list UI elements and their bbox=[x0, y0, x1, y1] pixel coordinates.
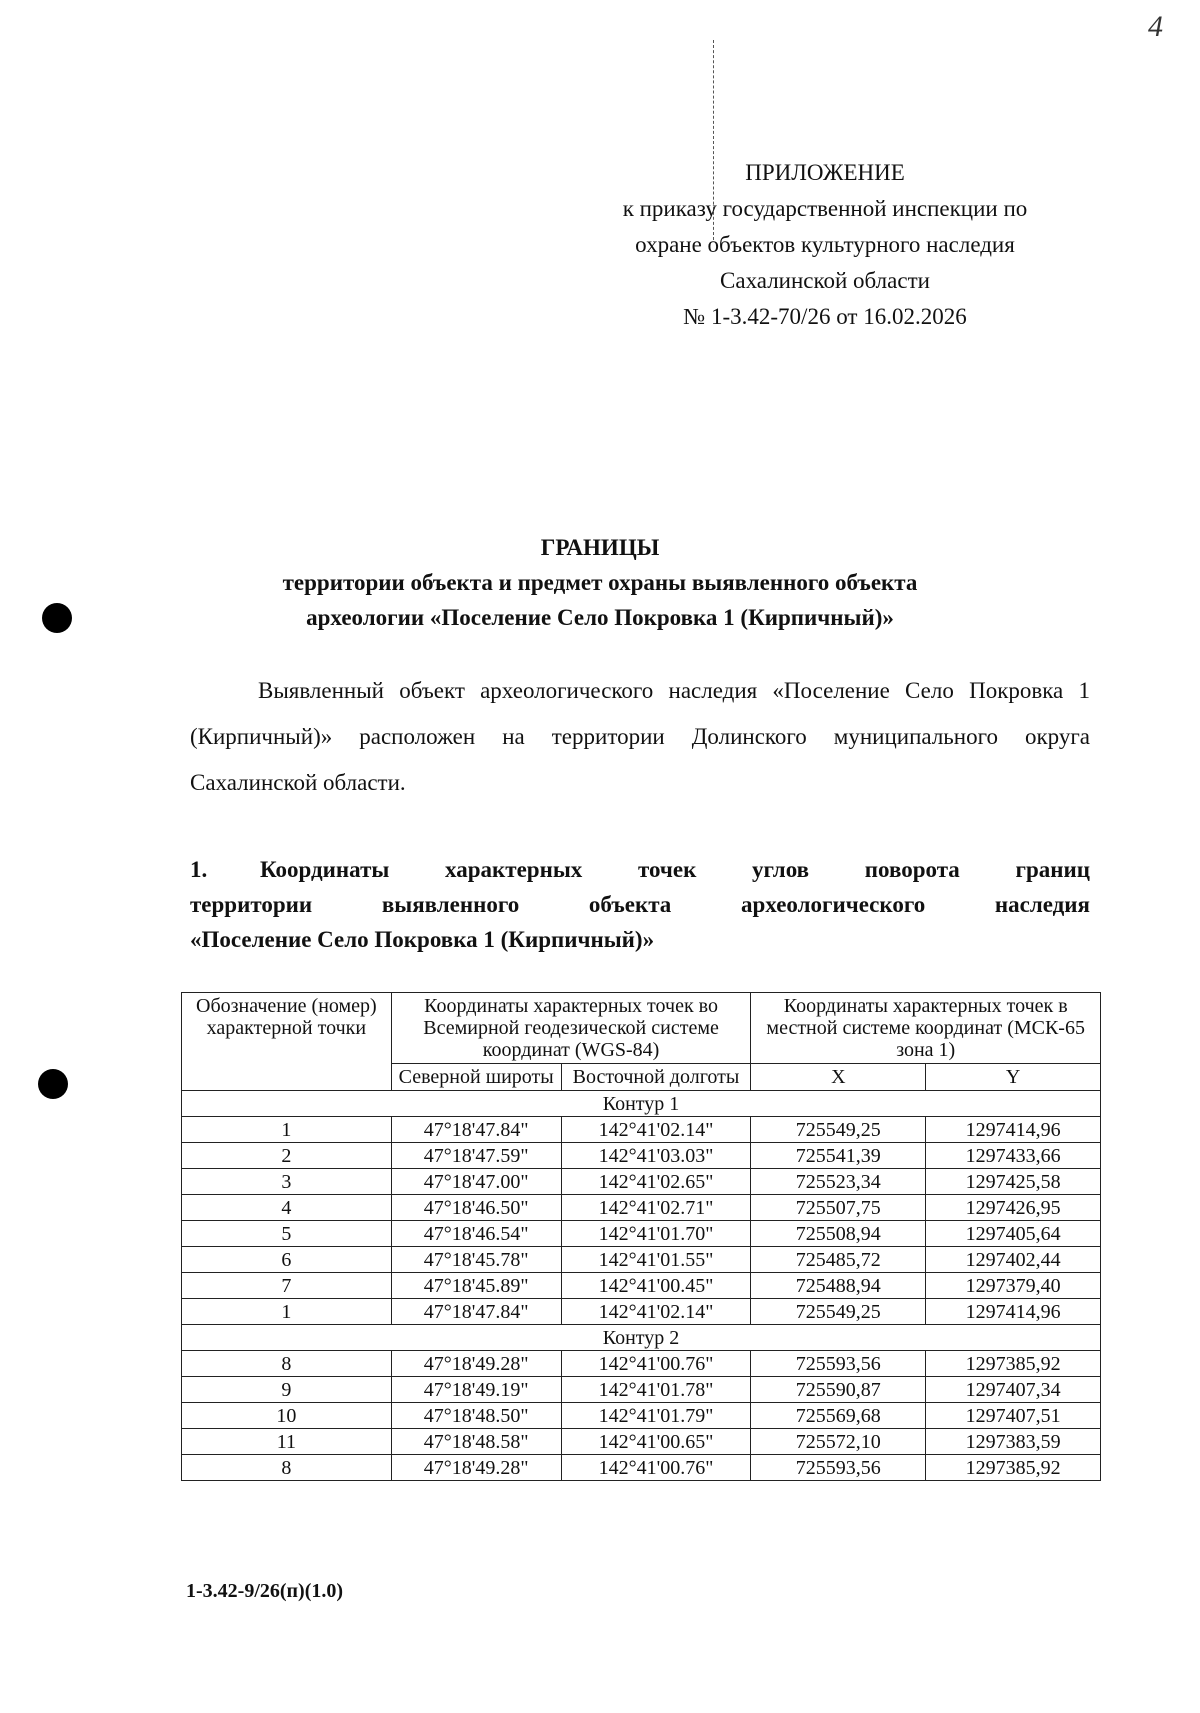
x-cell: 725508,94 bbox=[751, 1221, 926, 1247]
point-number-cell: 4 bbox=[182, 1195, 392, 1221]
table-row bbox=[182, 1455, 1101, 1481]
longitude-cell: 142°41'01.70" bbox=[561, 1221, 751, 1247]
point-number-cell: 8 bbox=[182, 1455, 392, 1481]
longitude-cell: 142°41'00.76" bbox=[561, 1455, 751, 1481]
header-point-number: Обозначение (номер) характерной точки bbox=[182, 993, 392, 1091]
header-y: Y bbox=[926, 1064, 1101, 1091]
section-line-3: «Поселение Село Покровка 1 (Кирпичный)» bbox=[190, 927, 655, 952]
page-number: 4 bbox=[1148, 10, 1163, 43]
table-row bbox=[182, 1403, 1101, 1429]
latitude-cell: 47°18'45.78" bbox=[391, 1247, 561, 1273]
section-line-2: территории выявленного объекта археологического наследия bbox=[190, 892, 1090, 917]
table-row bbox=[182, 1169, 1101, 1195]
latitude-cell: 47°18'49.19" bbox=[391, 1377, 561, 1403]
y-cell: 1297407,34 bbox=[926, 1377, 1101, 1403]
appendix-line-2: к приказу государственной инспекции по bbox=[622, 196, 1028, 221]
header-wgs84: Координаты характерных точек во Всемирной геодезической системе координат (WGS-84) bbox=[391, 993, 751, 1064]
latitude-cell: 47°18'46.54" bbox=[391, 1221, 561, 1247]
latitude-cell: 47°18'48.58" bbox=[391, 1429, 561, 1455]
y-cell: 1297425,58 bbox=[926, 1169, 1101, 1195]
latitude-cell: 47°18'47.84" bbox=[391, 1299, 561, 1325]
longitude-cell: 142°41'03.03" bbox=[561, 1143, 751, 1169]
table-row bbox=[182, 1377, 1101, 1403]
appendix-line-4: Сахалинской области bbox=[720, 268, 930, 293]
longitude-cell: 142°41'02.14" bbox=[561, 1117, 751, 1143]
longitude-cell: 142°41'00.45" bbox=[561, 1273, 751, 1299]
x-cell: 725488,94 bbox=[751, 1273, 926, 1299]
y-cell: 1297402,44 bbox=[926, 1247, 1101, 1273]
title-main: ГРАНИЦЫ bbox=[540, 535, 660, 560]
longitude-cell: 142°41'01.78" bbox=[561, 1377, 751, 1403]
table-row bbox=[182, 1273, 1101, 1299]
point-number-cell: 1 bbox=[182, 1117, 392, 1143]
latitude-cell: 47°18'45.89" bbox=[391, 1273, 561, 1299]
title-line-3: археологии «Поселение Село Покровка 1 (Кирпичный)» bbox=[306, 605, 894, 630]
table-row bbox=[182, 1299, 1101, 1325]
latitude-cell: 47°18'47.00" bbox=[391, 1169, 561, 1195]
y-cell: 1297385,92 bbox=[926, 1351, 1101, 1377]
document-title bbox=[150, 530, 1050, 635]
y-cell: 1297426,95 bbox=[926, 1195, 1101, 1221]
header-x: X bbox=[751, 1064, 926, 1091]
latitude-cell: 47°18'49.28" bbox=[391, 1455, 561, 1481]
y-cell: 1297379,40 bbox=[926, 1273, 1101, 1299]
y-cell: 1297414,96 bbox=[926, 1299, 1101, 1325]
y-cell: 1297405,64 bbox=[926, 1221, 1101, 1247]
x-cell: 725569,68 bbox=[751, 1403, 926, 1429]
appendix-line-3: охране объектов культурного наследия bbox=[635, 232, 1015, 257]
latitude-cell: 47°18'48.50" bbox=[391, 1403, 561, 1429]
appendix-order-number: № 1-3.42-70/26 от 16.02.2026 bbox=[683, 304, 967, 329]
point-number-cell: 5 bbox=[182, 1221, 392, 1247]
coordinates-table bbox=[181, 992, 1101, 1481]
header-longitude: Восточной долготы bbox=[561, 1064, 751, 1091]
y-cell: 1297383,59 bbox=[926, 1429, 1101, 1455]
x-cell: 725523,34 bbox=[751, 1169, 926, 1195]
section-number: 1. bbox=[190, 857, 208, 882]
longitude-cell: 142°41'02.14" bbox=[561, 1299, 751, 1325]
x-cell: 725590,87 bbox=[751, 1377, 926, 1403]
punch-hole-top bbox=[42, 603, 72, 633]
table-row bbox=[182, 1247, 1101, 1273]
point-number-cell: 6 bbox=[182, 1247, 392, 1273]
longitude-cell: 142°41'00.76" bbox=[561, 1351, 751, 1377]
point-number-cell: 1 bbox=[182, 1299, 392, 1325]
table-row bbox=[182, 1117, 1101, 1143]
longitude-cell: 142°41'02.65" bbox=[561, 1169, 751, 1195]
point-number-cell: 7 bbox=[182, 1273, 392, 1299]
point-number-cell: 3 bbox=[182, 1169, 392, 1195]
longitude-cell: 142°41'02.71" bbox=[561, 1195, 751, 1221]
x-cell: 725549,25 bbox=[751, 1299, 926, 1325]
contour-2-label: Контур 2 bbox=[182, 1325, 1101, 1351]
table-row bbox=[182, 1429, 1101, 1455]
longitude-cell: 142°41'01.55" bbox=[561, 1247, 751, 1273]
header-latitude: Северной широты bbox=[391, 1064, 561, 1091]
table-row bbox=[182, 1195, 1101, 1221]
point-number-cell: 11 bbox=[182, 1429, 392, 1455]
appendix-header bbox=[560, 155, 1090, 335]
y-cell: 1297433,66 bbox=[926, 1143, 1101, 1169]
latitude-cell: 47°18'49.28" bbox=[391, 1351, 561, 1377]
section-heading bbox=[190, 852, 1090, 957]
x-cell: 725593,56 bbox=[751, 1455, 926, 1481]
x-cell: 725507,75 bbox=[751, 1195, 926, 1221]
y-cell: 1297414,96 bbox=[926, 1117, 1101, 1143]
appendix-title: ПРИЛОЖЕНИЕ bbox=[745, 160, 905, 185]
title-line-2: территории объекта и предмет охраны выявленного объекта bbox=[282, 570, 918, 595]
x-cell: 725593,56 bbox=[751, 1351, 926, 1377]
punch-hole-bottom bbox=[38, 1069, 68, 1099]
point-number-cell: 8 bbox=[182, 1351, 392, 1377]
y-cell: 1297385,92 bbox=[926, 1455, 1101, 1481]
x-cell: 725549,25 bbox=[751, 1117, 926, 1143]
point-number-cell: 10 bbox=[182, 1403, 392, 1429]
latitude-cell: 47°18'46.50" bbox=[391, 1195, 561, 1221]
table-row bbox=[182, 1221, 1101, 1247]
table-row bbox=[182, 1351, 1101, 1377]
header-msk65: Координаты характерных точек в местной системе координат (МСК-65 зона 1) bbox=[751, 993, 1101, 1064]
document-code: 1-3.42-9/26(п)(1.0) bbox=[186, 1580, 344, 1602]
x-cell: 725541,39 bbox=[751, 1143, 926, 1169]
section-line-1: Координаты характерных точек углов поворота границ bbox=[260, 857, 1090, 882]
point-number-cell: 2 bbox=[182, 1143, 392, 1169]
x-cell: 725485,72 bbox=[751, 1247, 926, 1273]
intro-paragraph: Выявленный объект археологического наследия «Поселение Село Покровка 1 (Кирпичный)» расположен на территории Долинского муниципального округа Сахалинской области. bbox=[190, 678, 1090, 795]
contour-1-label: Контур 1 bbox=[182, 1091, 1101, 1117]
longitude-cell: 142°41'00.65" bbox=[561, 1429, 751, 1455]
latitude-cell: 47°18'47.59" bbox=[391, 1143, 561, 1169]
latitude-cell: 47°18'47.84" bbox=[391, 1117, 561, 1143]
table-row bbox=[182, 1143, 1101, 1169]
y-cell: 1297407,51 bbox=[926, 1403, 1101, 1429]
x-cell: 725572,10 bbox=[751, 1429, 926, 1455]
point-number-cell: 9 bbox=[182, 1377, 392, 1403]
longitude-cell: 142°41'01.79" bbox=[561, 1403, 751, 1429]
